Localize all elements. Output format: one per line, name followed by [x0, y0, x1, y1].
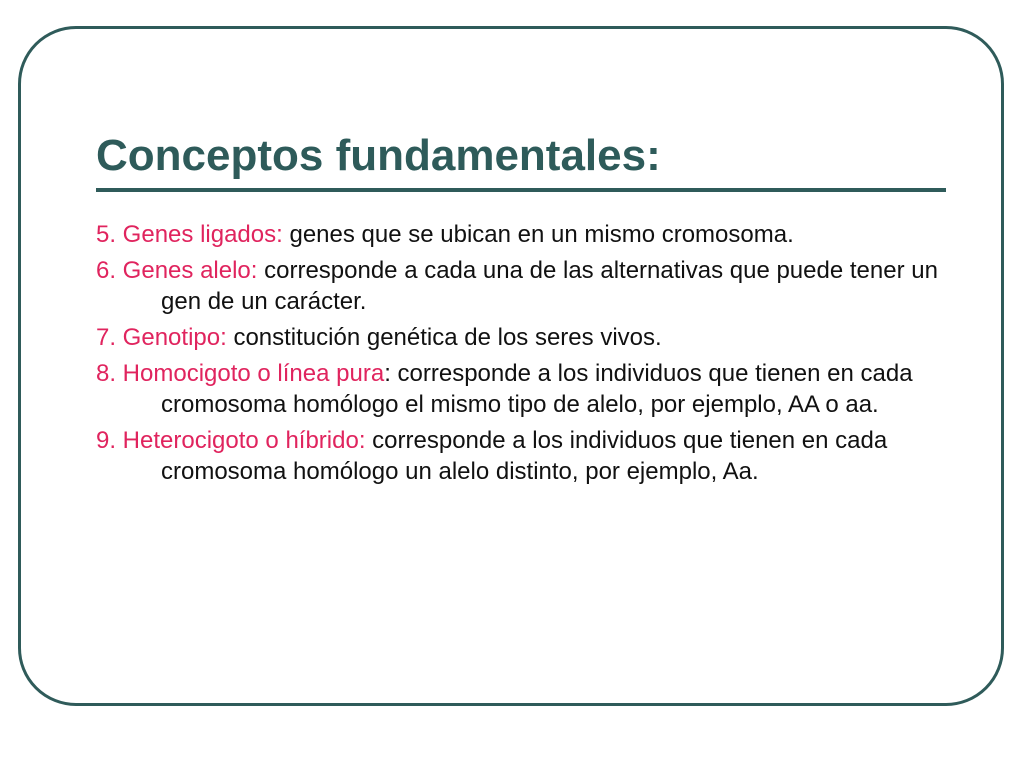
concept-definition: corresponde a los individuos que tienen en cada cromosoma homólogo el mismo tipo de alelo, por ejemplo, AA o aa. — [161, 360, 913, 418]
concept-definition: corresponde a cada una de las alternativas que puede tener un gen de un carácter. — [161, 257, 938, 315]
concept-definition: genes que se ubican en un mismo cromosoma. — [289, 221, 794, 248]
concept-item — [96, 425, 946, 487]
concept-term: 8. Homocigoto o línea pura — [96, 360, 385, 387]
concept-term: 5. Genes ligados: — [96, 221, 283, 248]
concept-term: 7. Genotipo: — [96, 324, 227, 351]
concept-item — [96, 255, 946, 317]
concept-definition: corresponde a los individuos que tienen en cada cromosoma homólogo un alelo distinto, por ejemplo, Aa. — [161, 427, 888, 485]
concept-list — [96, 219, 946, 487]
concept-term-colon: : — [384, 360, 391, 387]
concept-term: 6. Genes alelo: — [96, 257, 258, 284]
concept-item — [96, 322, 946, 353]
concept-definition: constitución genética de los seres vivos. — [233, 324, 662, 351]
concept-item — [96, 219, 946, 250]
title-underline — [96, 188, 946, 192]
slide-title: Conceptos fundamentales: — [96, 131, 661, 180]
concept-term: 9. Heterocigoto o híbrido: — [96, 427, 366, 454]
concept-item — [96, 358, 946, 420]
